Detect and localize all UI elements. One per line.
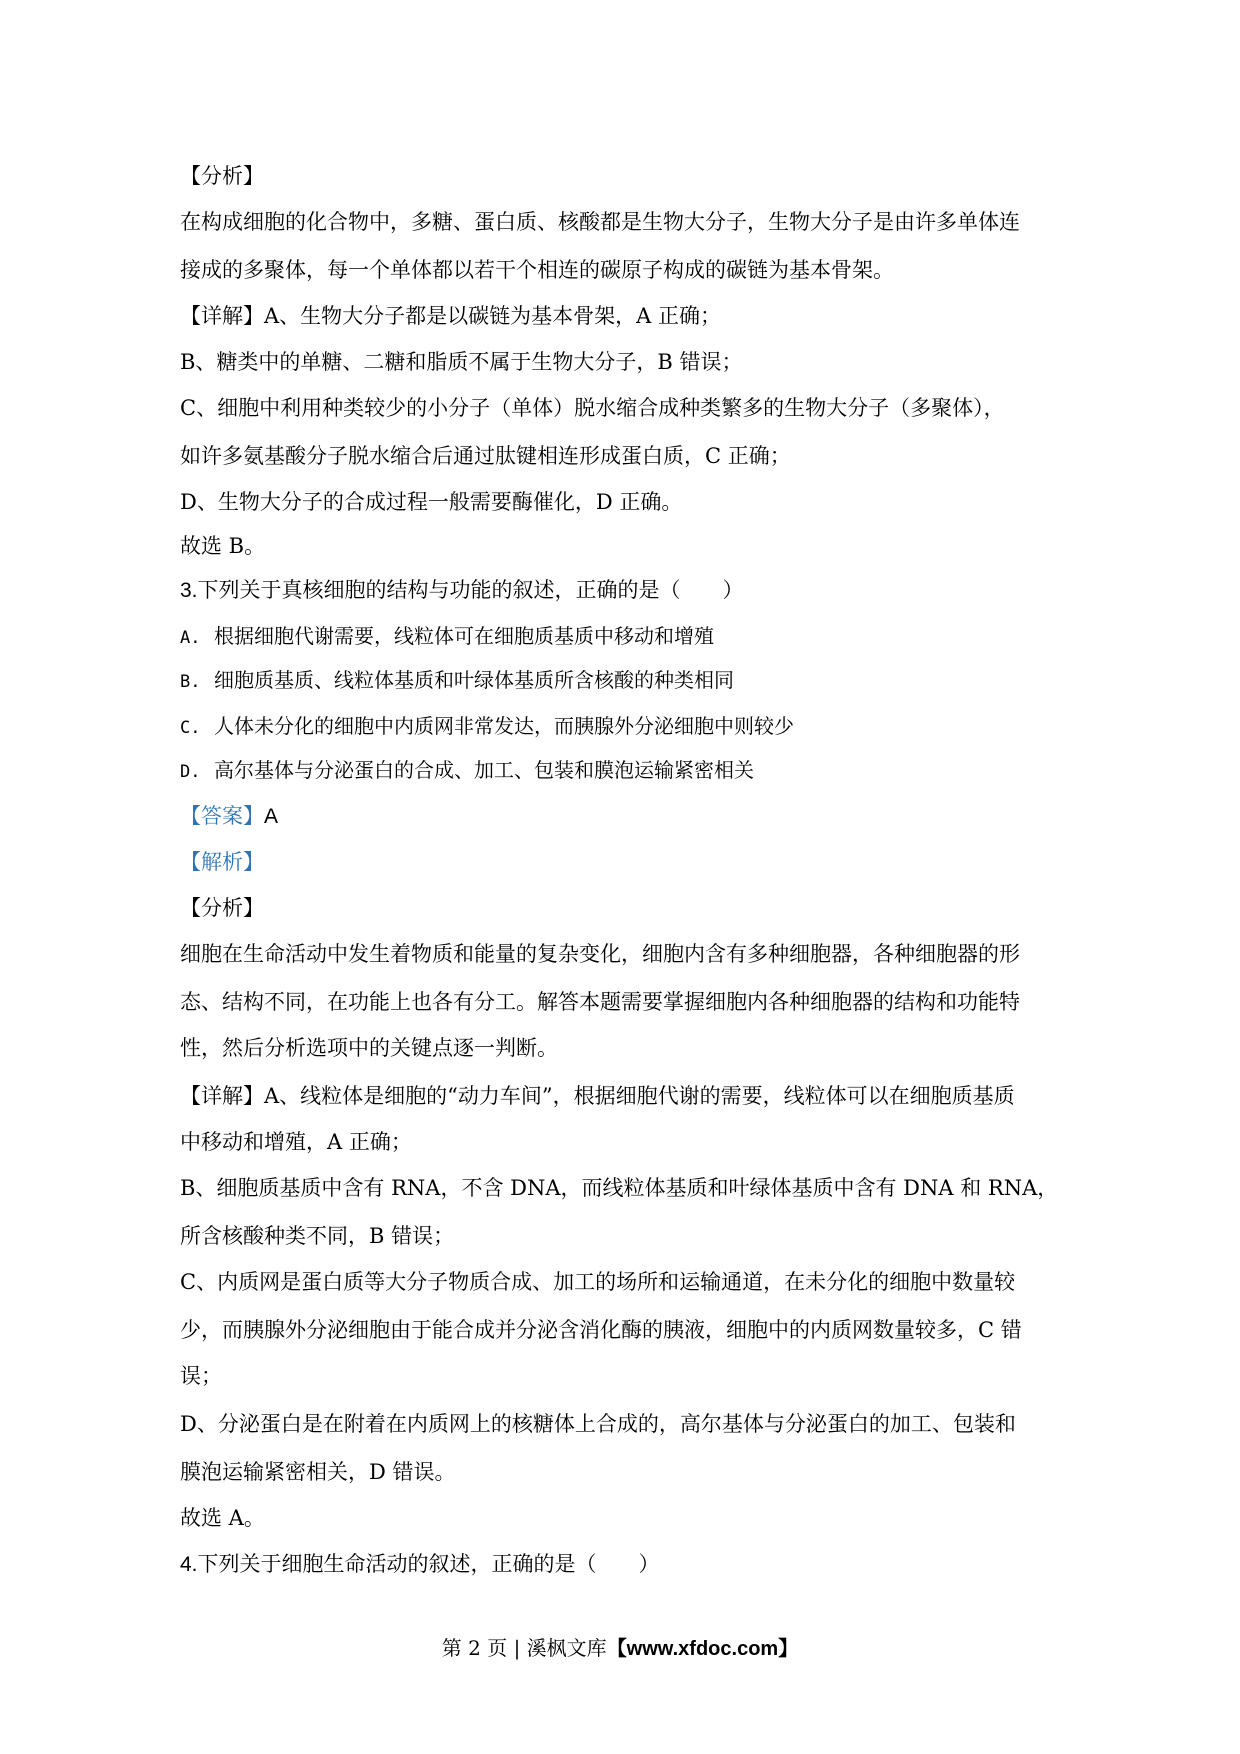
question-number: 3. [180, 579, 198, 602]
detail-line: D、分泌蛋白是在附着在内质网上的核糖体上合成的，高尔基体与分泌蛋白的加工、包装和 [180, 1412, 1016, 1436]
analysis-line: 接成的多聚体，每一个单体都以若干个相连的碳原子构成的碳链为基本骨架。 [180, 258, 894, 282]
option-text: 人体未分化的细胞中内质网非常发达，而胰腺外分泌细胞中则较少 [214, 714, 794, 738]
option-text: 高尔基体与分泌蛋白的合成、加工、包装和膜泡运输紧密相关 [214, 758, 754, 782]
answer-line [180, 802, 278, 831]
detail-line: 少，而胰腺外分泌细胞由于能合成并分泌含消化酶的胰液，细胞中的内质网数量较多，C 错 [180, 1318, 1022, 1342]
option-letter: D. [180, 762, 201, 782]
conclusion-line: 故选 A。 [180, 1506, 265, 1530]
option-text: 细胞质基质、线粒体基质和叶绿体基质所含核酸的种类相同 [214, 668, 734, 692]
detail-line: D、生物大分子的合成过程一般需要酶催化，D 正确。 [180, 490, 683, 514]
option-a [180, 622, 714, 652]
analysis-line: 态、结构不同，在功能上也各有分工。解答本题需要掌握细胞内各种细胞器的结构和功能特 [180, 990, 1020, 1014]
option-letter: B. [180, 672, 201, 692]
detail-line: B、细胞质基质中含有 RNA，不含 DNA，而线粒体基质和叶绿体基质中含有 DNA 和 RNA， [180, 1176, 1059, 1200]
analysis-line: 在构成细胞的化合物中，多糖、蛋白质、核酸都是生物大分子，生物大分子是由许多单体连 [180, 210, 1020, 234]
detail-line: 中移动和增殖，A 正确； [180, 1130, 412, 1154]
option-text: 根据细胞代谢需要，线粒体可在细胞质基质中移动和增殖 [214, 624, 714, 648]
question-4-stem [180, 1550, 660, 1579]
question-number: 4. [180, 1553, 198, 1576]
detail-line: B、糖类中的单糖、二糖和脂质不属于生物大分子，B 错误； [180, 350, 743, 374]
footer-page-number: 第 2 页 | 溪枫文库 [441, 1636, 607, 1660]
detail-line: 【详解】A、生物大分子都是以碳链为基本骨架，A 正确； [180, 304, 722, 328]
detail-line: 如许多氨基酸分子脱水缩合后通过肽键相连形成蛋白质，C 正确； [180, 444, 791, 468]
option-c [180, 712, 794, 742]
option-letter: A. [180, 628, 201, 648]
detail-line: 【详解】A、线粒体是细胞的“动力车间”，根据细胞代谢的需要，线粒体可以在细胞质基质 [180, 1084, 1015, 1108]
detail-line: C、细胞中利用种类较少的小分子（单体）脱水缩合成种类繁多的生物大分子（多聚体）， [180, 396, 1005, 420]
detail-line: C、内质网是蛋白质等大分子物质合成、加工的场所和运输通道，在未分化的细胞中数量较 [180, 1270, 1016, 1294]
answer-label: 【答案】 [180, 804, 264, 828]
option-b [180, 666, 734, 696]
detail-line: 膜泡运输紧密相关，D 错误。 [180, 1460, 456, 1484]
analysis-heading: 【分析】 [180, 164, 264, 188]
analysis-line: 性，然后分析选项中的关键点逐一判断。 [180, 1036, 558, 1060]
answer-value: A [264, 805, 279, 828]
analysis-heading: 【分析】 [180, 896, 264, 920]
option-letter: C. [180, 718, 201, 738]
question-3-stem [180, 576, 744, 605]
explanation-label: 【解析】 [180, 850, 264, 874]
detail-line: 所含核酸种类不同，B 错误； [180, 1224, 455, 1248]
analysis-line: 细胞在生命活动中发生着物质和能量的复杂变化，细胞内含有多种细胞器，各种细胞器的形 [180, 942, 1020, 966]
footer-site-link[interactable]: 【www.xfdoc.com】 [606, 1638, 799, 1660]
conclusion-line: 故选 B。 [180, 534, 266, 558]
question-text: 下列关于细胞生命活动的叙述，正确的是（ ） [197, 1552, 660, 1576]
option-d [180, 756, 754, 786]
page-footer [0, 1634, 1240, 1663]
question-text: 下列关于真核细胞的结构与功能的叙述，正确的是（ ） [197, 578, 744, 602]
detail-line: 误； [180, 1364, 222, 1388]
